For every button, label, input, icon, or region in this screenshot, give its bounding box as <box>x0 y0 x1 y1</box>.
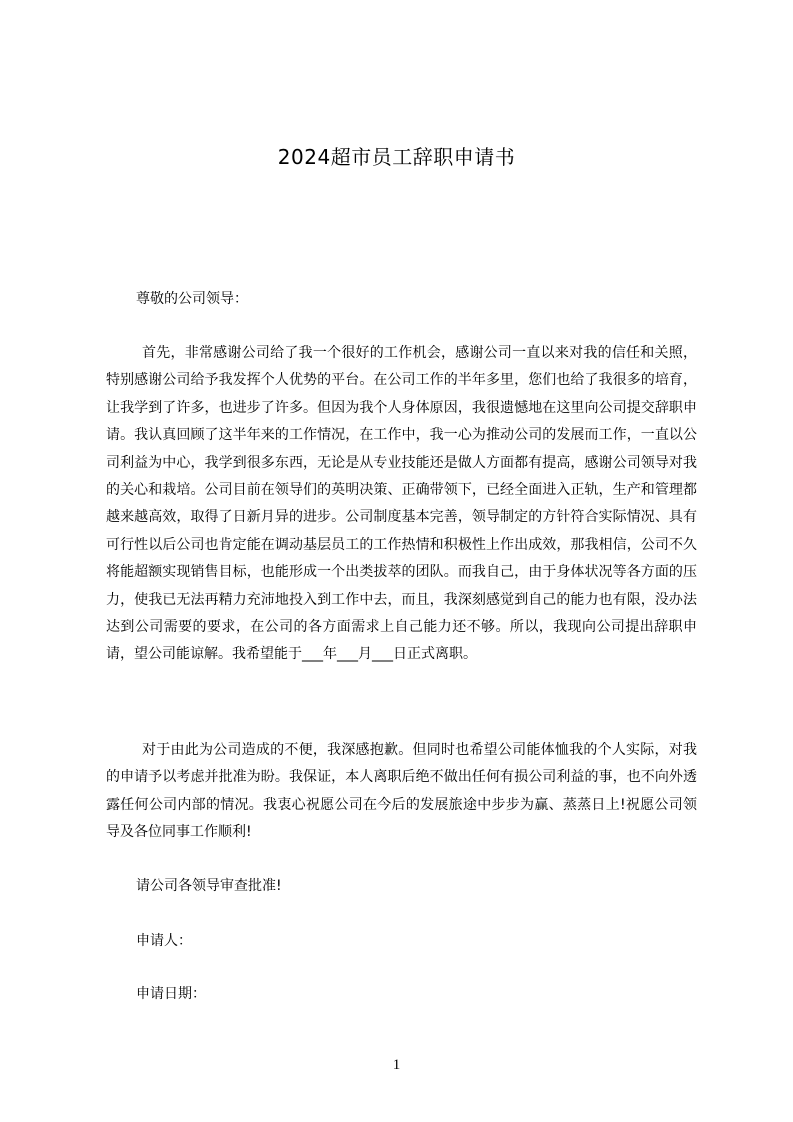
approval-request: 请公司各领导审查批准! <box>136 878 282 894</box>
applicant-label: 申请人： <box>136 933 192 949</box>
body-paragraph-1: 首先，非常感谢公司给了我一个很好的工作机会，感谢公司一直以来对我的信任和关照，特别感谢公司给予我发挥个人优势的平台。在公司工作的半年多里，您们也给了我很多的培育，让我学到了许多，也进步了许多。但因为我个人身体原因，我很遗憾地在这里向公司提交辞职申请。我认真回顾了这半年来的工作情况，在工作中，我一心为推动公司的发展而工作，一直以公司利益为中心，我学到很多东西，无论是从专业技能还是做人方面都有提高，感谢公司领导对我的关心和栽培。公司目前在领导们的英明决策、正确带领下，已经全面进入正轨，生产和管理都越来越高效，取得了日新月异的进步。公司制度基本完善，领导制定的方针符合实际情况、具有可行性以后公司也肯定能在调动基层员工的工作热情和积极性上作出成效，那我相信，公司不久将能超额实现销售目标，也能形成一个出类拔萃的团队。而我自己，由于身体状况等各方面的压力，使我已无法再精力充沛地投入到工作中去，而且，我深刻感觉到自己的能力也有限，没办法达到公司需要的要求，在公司的各方面需求上自己能力还不够。所以，我现向公司提出辞职申请，望公司能谅解。我希望能于___年___月___日正式离职。 <box>106 345 697 663</box>
salutation: 尊敬的公司领导： <box>136 291 248 307</box>
page-title: 2024超市员工辞职申请书 <box>277 145 516 169</box>
date-label: 申请日期： <box>136 986 206 1002</box>
page-number: 1 <box>392 1057 401 1073</box>
body-paragraph-2: 对于由此为公司造成的不便，我深感抱歉。但同时也希望公司能体恤我的个人实际，对我的申请予以考虑并批准为盼。我保证，本人离职后绝不做出任何有损公司利益的事，也不向外透露任何公司内部的情况。我衷心祝愿公司在今后的发展旅途中步步为赢、蒸蒸日上!祝愿公司领导及各位同事工作顺利! <box>106 742 697 841</box>
